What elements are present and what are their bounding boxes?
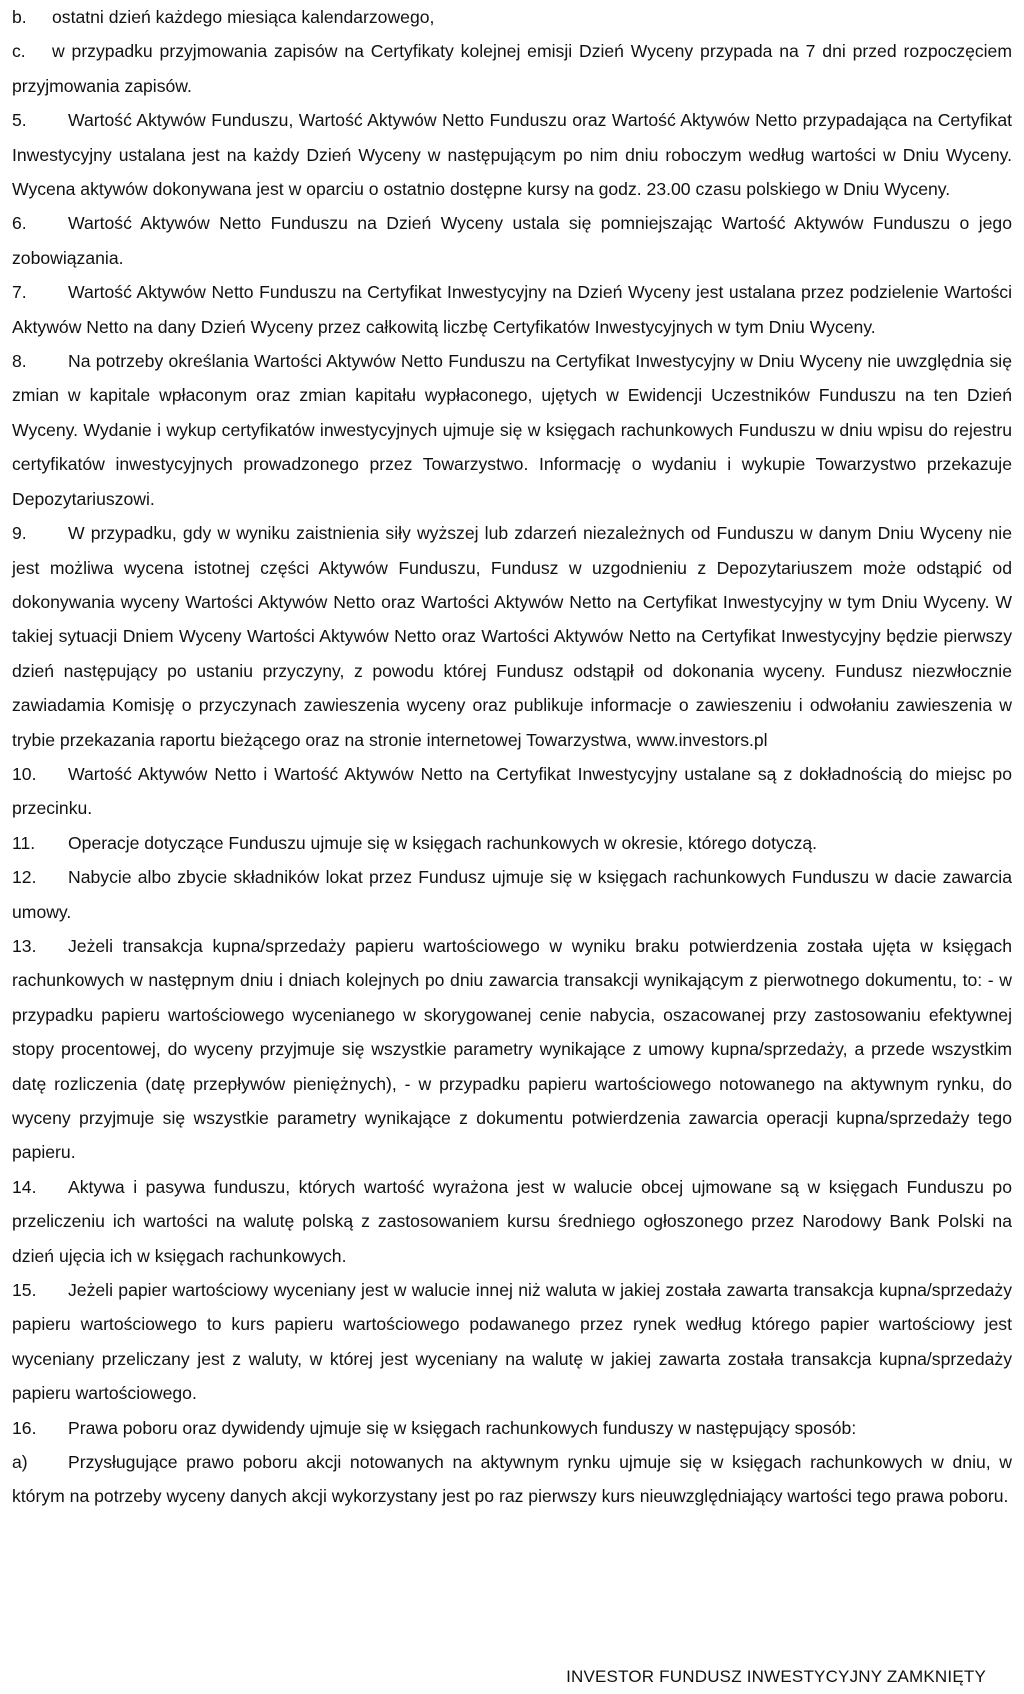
paragraph-text: Jeżeli papier wartościowy wyceniany jest w walucie innej niż waluta w jakiej została zawarta transakcja kupna/sprzedaży papieru wartościowego to kurs papieru wartościowego podawanego przez rynek według którego papier wartościowy jest wyceniany przeliczany jest z waluty, w której jest wyceniany na walutę w jakiej zawarta została transakcja kupna/sprzedaży papieru wartościowego. xyxy=(12,1280,1012,1404)
item-text: Przysługujące prawo poboru akcji notowanych na aktywnym rynku ujmuje się w księgach rachunkowych w dniu, w którym na potrzeby wyceny danych akcji wykorzystany jest po raz pierwszy kurs nieuwzględniający wartości tego prawa poboru. xyxy=(12,1452,1012,1507)
paragraph-number: 16. xyxy=(12,1417,37,1438)
list-item-b xyxy=(12,0,1012,34)
paragraph-number: 7. xyxy=(12,282,27,303)
paragraph-text: Nabycie albo zbycie składników lokat przez Fundusz ujmuje się w księgach rachunkowych Funduszu w dacie zawarcia umowy. xyxy=(12,867,1012,922)
paragraph-number: 13. xyxy=(12,935,37,956)
list-item-c xyxy=(12,34,1012,103)
paragraph-number: 5. xyxy=(12,110,27,131)
paragraph-11 xyxy=(12,826,1012,860)
item-number: a) xyxy=(12,1452,28,1473)
paragraph-8 xyxy=(12,344,1012,516)
page-footer: INVESTOR FUNDUSZ INWESTYCYJNY ZAMKNIĘTY xyxy=(566,1667,986,1686)
paragraph-9 xyxy=(12,516,1012,757)
paragraph-number: 14. xyxy=(12,1176,37,1197)
paragraph-7 xyxy=(12,275,1012,344)
paragraph-10 xyxy=(12,757,1012,826)
paragraph-16 xyxy=(12,1411,1012,1445)
paragraph-number: 11. xyxy=(12,832,36,853)
paragraph-number: 15. xyxy=(12,1280,37,1301)
item-number: b. xyxy=(12,7,27,27)
paragraph-text: Operacje dotyczące Funduszu ujmuje się w księgach rachunkowych w okresie, którego dotyczą. xyxy=(68,832,818,853)
paragraph-13 xyxy=(12,929,1012,1170)
paragraph-text: W przypadku, gdy w wyniku zaistnienia siły wyższej lub zdarzeń niezależnych od Funduszu w danym Dniu Wyceny nie jest możliwa wycena istotnej części Aktywów Funduszu, Fundusz w uzgodnieniu z Depozytariuszem może odstąpić od dokonywania wyceny Wartości Aktywów Netto oraz Wartości Aktywów Netto na Certyfikat Inwestycyjny w tym Dniu Wyceny. W takiej sytuacji Dniem Wyceny Wartości Aktywów Netto oraz Wartości Aktywów Netto na Certyfikat Inwestycyjny będzie pierwszy dzień następujący po ustaniu przyczyny, z powodu której Fundusz odstąpił od dokonania wyceny. Fundusz niezwłocznie zawiadamia Komisję o przyczynach zawieszenia wyceny oraz publikuje informacje o zawieszeniu i odwołaniu zawieszenia w trybie przekazania raportu bieżącego oraz na stronie internetowej Towarzystwa, www.investors.pl xyxy=(12,523,1012,750)
paragraph-14 xyxy=(12,1170,1012,1273)
paragraph-number: 12. xyxy=(12,867,37,888)
paragraph-12 xyxy=(12,860,1012,929)
paragraph-text: Wartość Aktywów Funduszu, Wartość Aktywów Netto Funduszu oraz Wartość Aktywów Netto przypadająca na Certyfikat Inwestycyjny ustalana jest na każdy Dzień Wyceny w następującym po nim dniu roboczym według wartości w Dniu Wyceny. Wycena aktywów dokonywana jest w oparciu o ostatnio dostępne kursy na godz. 23.00 czasu polskiego w Dniu Wyceny. xyxy=(12,110,1012,200)
list-item-a xyxy=(12,1445,1012,1514)
paragraph-text: Wartość Aktywów Netto Funduszu na Certyfikat Inwestycyjny na Dzień Wyceny jest ustalana przez podzielenie Wartości Aktywów Netto na dany Dzień Wyceny przez całkowitą liczbę Certyfikatów Inwestycyjnych w tym Dniu Wyceny. xyxy=(12,282,1012,337)
paragraph-text: Wartość Aktywów Netto Funduszu na Dzień Wyceny ustala się pomniejszając Wartość Aktywów Funduszu o jego zobowiązania. xyxy=(12,213,1012,268)
paragraph-number: 6. xyxy=(12,213,27,234)
paragraph-5 xyxy=(12,103,1012,206)
paragraph-15 xyxy=(12,1273,1012,1411)
paragraph-number: 9. xyxy=(12,523,27,544)
item-text: w przypadku przyjmowania zapisów na Certyfikaty kolejnej emisji Dzień Wyceny przypada na 7 dni przed rozpoczęciem przyjmowania zapisów. xyxy=(12,41,1012,96)
item-text: ostatni dzień każdego miesiąca kalendarzowego, xyxy=(52,7,435,27)
paragraph-text: Wartość Aktywów Netto i Wartość Aktywów Netto na Certyfikat Inwestycyjny ustalane są z dokładnością do miejsc po przecinku. xyxy=(12,763,1012,819)
paragraph-number: 10. xyxy=(12,763,37,784)
paragraph-text: Prawa poboru oraz dywidendy ujmuje się w księgach rachunkowych funduszy w następujący sposób: xyxy=(68,1417,857,1438)
document-body xyxy=(12,0,1012,1514)
paragraph-text: Aktywa i pasywa funduszu, których wartość wyrażona jest w walucie obcej ujmowane są w księgach Funduszu po przeliczeniu ich wartości na walutę polską z zastosowaniem kursu średniego ogłoszonego przez Narodowy Bank Polski na dzień ujęcia ich w księgach rachunkowych. xyxy=(12,1176,1012,1266)
paragraph-6 xyxy=(12,206,1012,275)
paragraph-text: Na potrzeby określania Wartości Aktywów Netto Funduszu na Certyfikat Inwestycyjny w Dniu Wyceny nie uwzględnia się zmian w kapitale wpłaconym oraz zmian kapitału wypłaconego, ujętych w Ewidencji Uczestników Funduszu na ten Dzień Wyceny. Wydanie i wykup certyfikatów inwestycyjnych ujmuje się w księgach rachunkowych Funduszu w dniu wpisu do rejestru certyfikatów inwestycyjnych prowadzonego przez Towarzystwo. Informację o wydaniu i wykupie Towarzystwo przekazuje Depozytariuszowi. xyxy=(12,351,1012,509)
paragraph-text: Jeżeli transakcja kupna/sprzedaży papieru wartościowego w wyniku braku potwierdzenia została ujęta w księgach rachunkowych w następnym dniu i dniach kolejnych po dniu zawarcia transakcji wynikającym z pierwotnego dokumentu, to: - w przypadku papieru wartościowego wycenianego w skorygowanej cenie nabycia, oszacowanej przy zastosowaniu efektywnej stopy procentowej, do wyceny przyjmuje się wszystkie parametry wynikające z umowy kupna/sprzedaży, a przede wszystkim datę rozliczenia (datę przepływów pieniężnych), - w przypadku papieru wartościowego notowanego na aktywnym rynku, do wyceny przyjmuje się wszystkie parametry wynikające z dokumentu potwierdzenia zawarcia operacji kupna/sprzedaży tego papieru. xyxy=(12,935,1012,1163)
item-number: c. xyxy=(12,41,26,62)
paragraph-number: 8. xyxy=(12,351,27,372)
